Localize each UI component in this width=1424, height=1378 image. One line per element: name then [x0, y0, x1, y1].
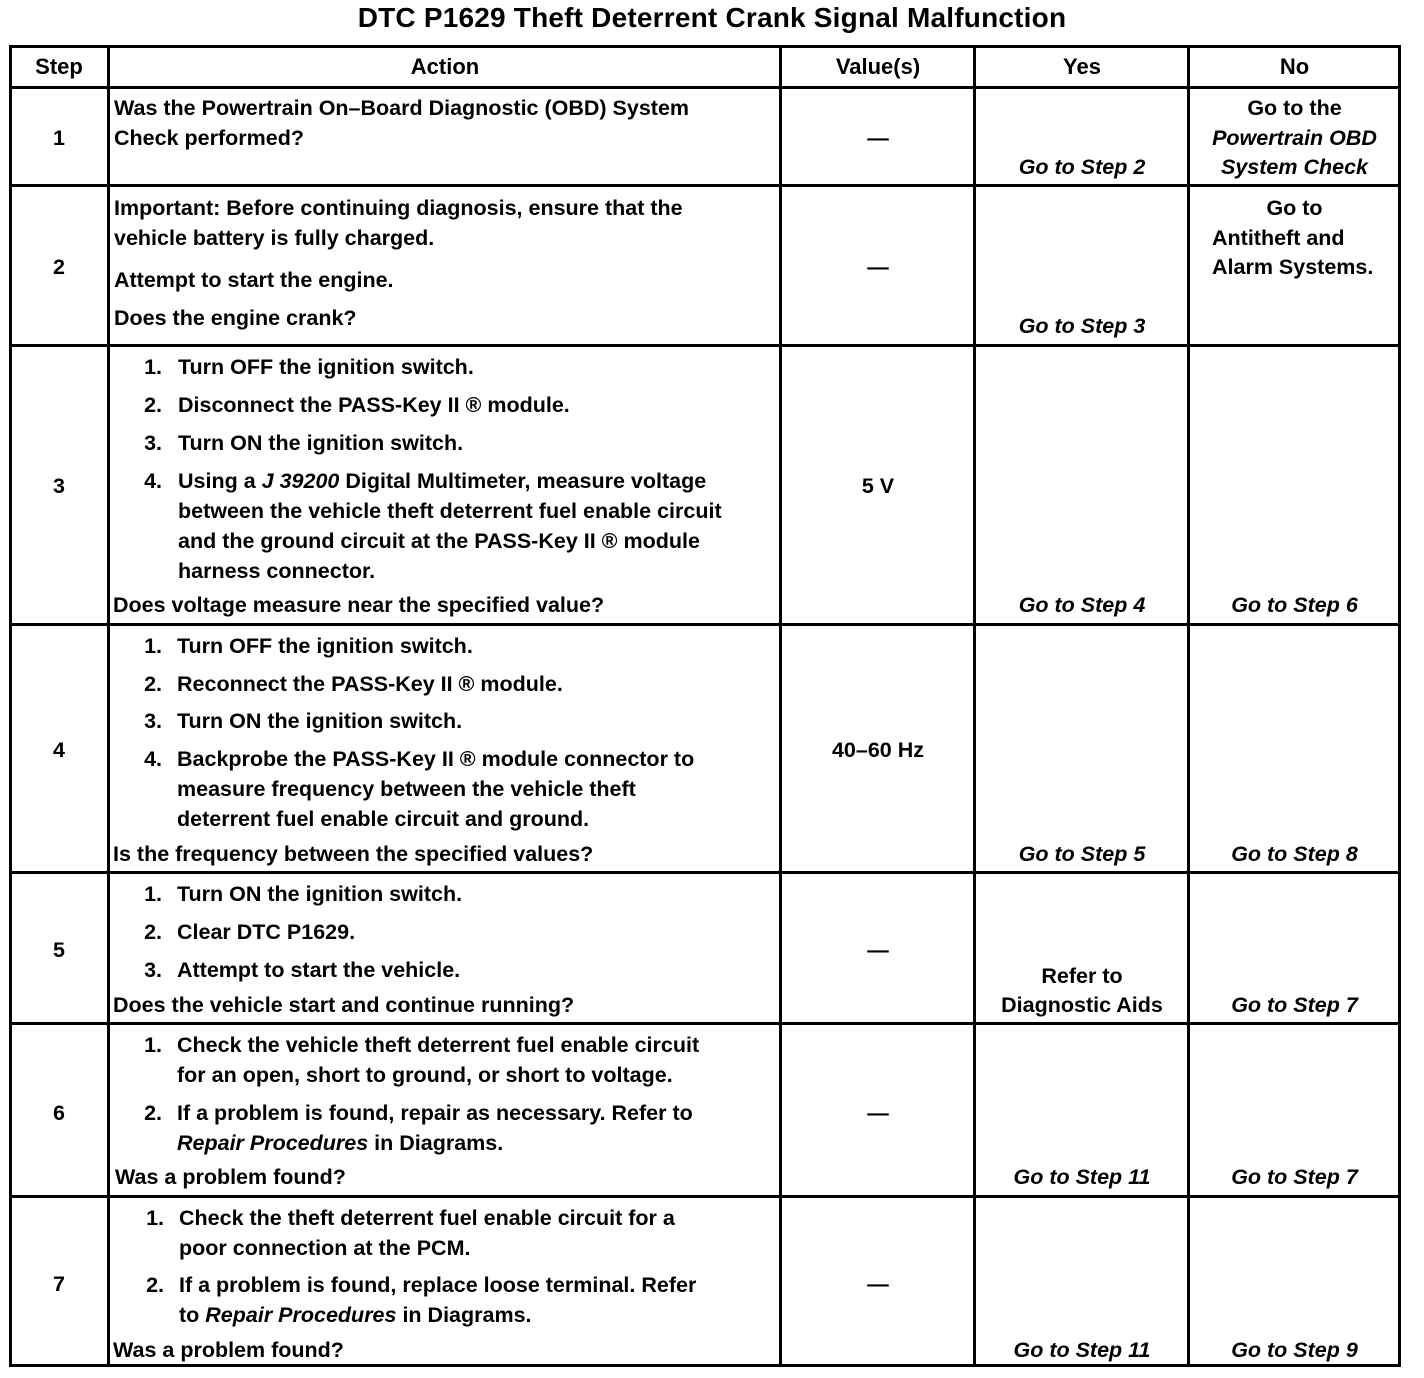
value-cell: — — [867, 938, 889, 962]
action-question: Is the frequency between the specified values? — [113, 842, 594, 866]
value-cell: 40–60 Hz — [831, 738, 925, 762]
no-cell: Go to Step 6 — [1231, 593, 1358, 617]
yes-cell: Go to Step 4 — [1018, 593, 1146, 617]
yes-cell: Go to Step 5 — [1018, 842, 1146, 866]
list-item: Using a J 39200 Digital Multimeter, measure voltage — [178, 469, 707, 493]
important-text: vehicle battery is fully charged. — [114, 226, 435, 250]
list-item: Attempt to start the vehicle. — [177, 958, 461, 982]
reference-link-text: Repair Procedures — [177, 1131, 369, 1155]
no-cell: Go to Step 9 — [1231, 1338, 1358, 1362]
list-number: 2. — [144, 672, 162, 696]
list-number: 1. — [146, 1206, 164, 1230]
list-number: 1. — [144, 882, 162, 906]
value-cell: — — [867, 1101, 889, 1125]
action-question: Was a problem found? — [115, 1165, 346, 1189]
value-cell: — — [867, 255, 889, 279]
yes-cell-line: Diagnostic Aids — [1001, 993, 1163, 1017]
list-number: 4. — [144, 747, 162, 771]
list-item-line: deterrent fuel enable circuit and ground. — [177, 807, 590, 831]
yes-cell: Go to Step 3 — [1018, 314, 1146, 338]
action-question: Does the vehicle start and continue running? — [113, 993, 575, 1017]
list-number: 3. — [144, 709, 162, 733]
header-values: Value(s) — [835, 54, 921, 79]
yes-cell: Go to Step 11 — [1013, 1338, 1151, 1362]
list-item: Reconnect the PASS-Key II ® module. — [177, 672, 563, 696]
list-item: If a problem is found, repair as necessary. Refer to — [177, 1101, 693, 1125]
step-number: 6 — [53, 1101, 65, 1125]
value-cell: — — [867, 1272, 889, 1296]
action-text: Was the Powertrain On–Board Diagnostic (OBD) System — [114, 96, 690, 120]
yes-cell-line: Refer to — [1041, 964, 1123, 988]
no-cell: Go to Step 7 — [1231, 1165, 1358, 1189]
no-cell: Go to Step 7 — [1231, 993, 1358, 1017]
list-item-line: harness connector. — [178, 559, 376, 583]
list-number: 2. — [144, 1101, 162, 1125]
list-number: 2. — [144, 920, 162, 944]
list-number: 1. — [144, 1033, 162, 1057]
list-number: 1. — [144, 634, 162, 658]
list-item-line: poor connection at the PCM. — [179, 1236, 471, 1260]
list-item-line: to Repair Procedures in Diagrams. — [179, 1303, 532, 1327]
list-item: Check the vehicle theft deterrent fuel enable circuit — [177, 1033, 700, 1057]
list-item: Clear DTC P1629. — [177, 920, 356, 944]
value-cell: 5 V — [861, 474, 895, 498]
list-item: Turn ON the ignition switch. — [177, 882, 463, 906]
list-item-line: measure frequency between the vehicle theft — [177, 777, 636, 801]
no-cell-line: Alarm Systems. — [1212, 255, 1374, 279]
header-no: No — [1279, 54, 1310, 79]
yes-cell: Go to Step 11 — [1013, 1165, 1151, 1189]
action-question: Was a problem found? — [113, 1338, 344, 1362]
list-number: 2. — [144, 393, 162, 417]
list-number: 1. — [144, 355, 162, 379]
step-number: 5 — [53, 938, 65, 962]
list-item-line: between the vehicle theft deterrent fuel enable circuit — [178, 499, 722, 523]
step-number: 2 — [53, 255, 65, 279]
list-number: 4. — [144, 469, 162, 493]
list-item-line: Repair Procedures in Diagrams. — [177, 1131, 504, 1155]
list-number: 3. — [144, 431, 162, 455]
no-cell-line: System Check — [1221, 155, 1368, 179]
no-cell-line: Powertrain OBD — [1212, 126, 1377, 150]
list-item-line: for an open, short to ground, or short to voltage. — [177, 1063, 673, 1087]
tool-name: J 39200 — [261, 469, 340, 493]
header-action: Action — [410, 54, 480, 79]
header-yes: Yes — [1063, 54, 1101, 79]
list-item: Turn ON the ignition switch. — [177, 709, 463, 733]
no-cell-line: Antitheft and — [1212, 226, 1345, 250]
header-step: Step — [35, 54, 83, 79]
important-text: Before continuing diagnosis, ensure that the — [226, 196, 683, 220]
list-item: Check the theft deterrent fuel enable circuit for a — [179, 1206, 675, 1230]
no-cell-line: Go to — [1266, 196, 1323, 220]
important-note — [114, 193, 683, 223]
page-title: DTC P1629 Theft Deterrent Crank Signal Malfunction — [357, 2, 1067, 33]
list-item: If a problem is found, replace loose terminal. Refer — [179, 1273, 697, 1297]
step-number: 7 — [53, 1272, 65, 1296]
step-number: 3 — [53, 474, 65, 498]
reference-link-text: Repair Procedures — [205, 1303, 397, 1327]
no-cell: Go to Step 8 — [1231, 842, 1358, 866]
no-cell-line: Go to the — [1247, 96, 1342, 120]
action-question: Does voltage measure near the specified value? — [113, 593, 605, 617]
step-number: 1 — [53, 126, 65, 150]
list-number: 2. — [146, 1273, 164, 1297]
list-item-line: and the ground circuit at the PASS-Key II ® module — [178, 529, 700, 553]
important-label: Important: — [114, 196, 221, 220]
action-text: Check performed? — [114, 126, 304, 150]
list-item: Turn OFF the ignition switch. — [178, 355, 474, 379]
action-question: Does the engine crank? — [114, 306, 357, 330]
list-number: 3. — [144, 958, 162, 982]
action-text: Attempt to start the engine. — [114, 268, 394, 292]
list-item: Backprobe the PASS-Key II ® module connector to — [177, 747, 695, 771]
list-item: Turn OFF the ignition switch. — [177, 634, 473, 658]
step-number: 4 — [53, 738, 65, 762]
list-item: Turn ON the ignition switch. — [178, 431, 464, 455]
list-item: Disconnect the PASS-Key II ® module. — [178, 393, 570, 417]
value-cell: — — [867, 126, 889, 150]
yes-cell: Go to Step 2 — [1018, 155, 1146, 179]
